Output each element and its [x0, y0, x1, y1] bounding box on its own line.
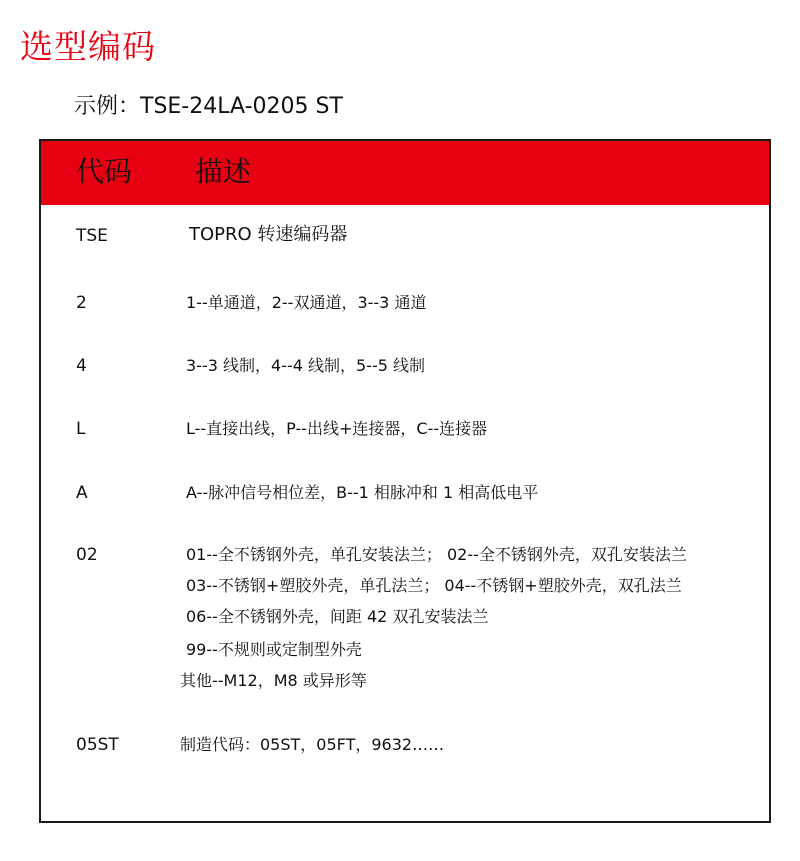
- row-code: L: [76, 419, 86, 439]
- row-desc: L--直接出线，P--出线+连接器，C--连接器: [186, 419, 488, 438]
- row-desc-line: 99--不规则或定制型外壳: [186, 640, 362, 659]
- row-desc-line: 06--全不锈钢外壳，间距 42 双孔安装法兰: [186, 607, 489, 626]
- row-code: A: [76, 483, 88, 503]
- row-code: 05ST: [76, 735, 119, 755]
- header-code: 代码: [76, 155, 133, 188]
- row-desc-line: 03--不锈钢+塑胶外壳，单孔法兰； 04--不锈钢+塑胶外壳，双孔法兰: [186, 576, 682, 595]
- row-desc-line: 01--全不锈钢外壳，单孔安装法兰； 02--全不锈钢外壳，双孔安装法兰: [186, 545, 687, 564]
- row-desc: TOPRO 转速编码器: [189, 224, 348, 245]
- row-desc: 3--3 线制，4--4 线制，5--5 线制: [186, 356, 425, 375]
- selection-code-table: [39, 139, 771, 823]
- page-title: 选型编码: [20, 27, 156, 66]
- row-code: 2: [76, 293, 87, 313]
- row-code: TSE: [76, 226, 108, 246]
- row-desc: A--脉冲信号相位差，B--1 相脉冲和 1 相高低电平: [186, 483, 539, 502]
- row-desc: 制造代码：05ST，05FT，9632……: [180, 735, 445, 754]
- header-desc: 描述: [195, 155, 252, 188]
- row-code: 4: [76, 356, 87, 376]
- row-desc-line: 其他--M12，M8 或异形等: [180, 671, 367, 690]
- table-header: [41, 141, 769, 205]
- row-desc: 1--单通道，2--双通道，3--3 通道: [186, 293, 427, 312]
- row-code: 02: [76, 545, 98, 565]
- example-code: 示例：TSE-24LA-0205 ST: [74, 94, 343, 119]
